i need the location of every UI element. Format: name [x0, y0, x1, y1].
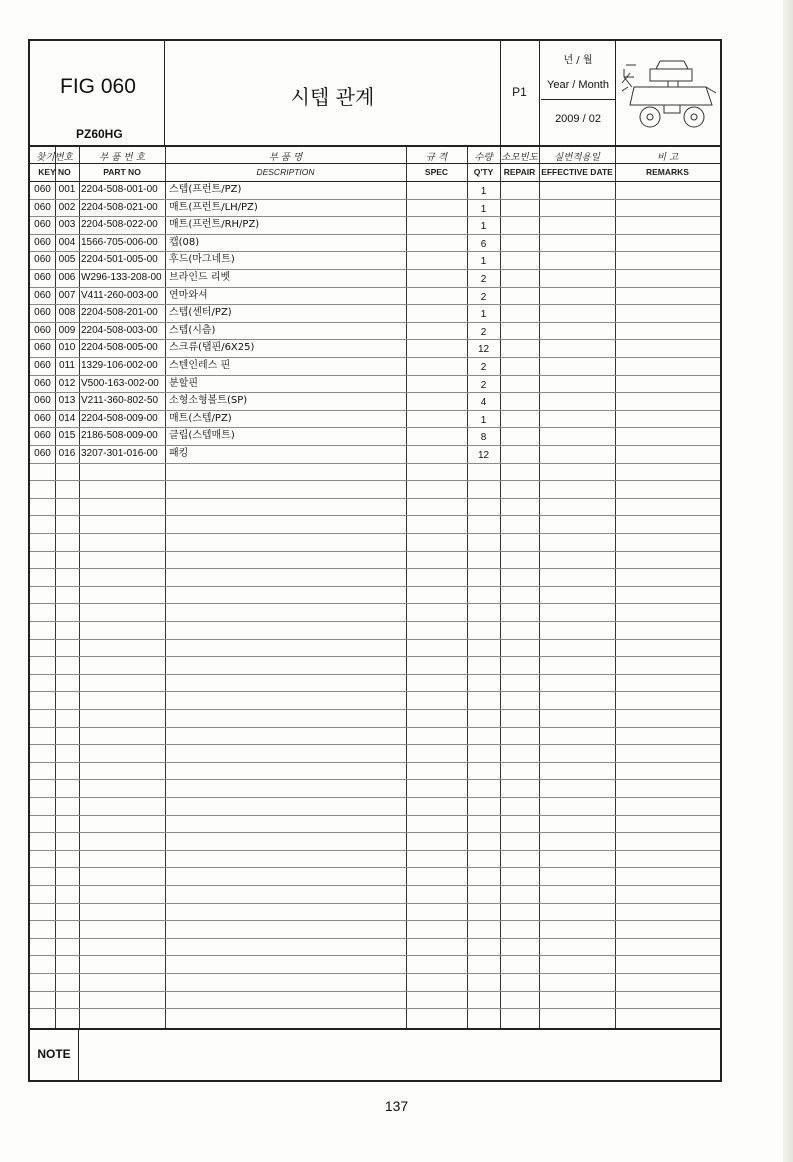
row-12-key: 012	[58, 377, 76, 389]
row-8-desc: 스텝(센터/PZ)	[169, 307, 232, 319]
note-label: NOTE	[30, 1030, 79, 1080]
col-effective-date-ko: 실번적용일	[554, 152, 600, 163]
fig-number: FIG 060	[60, 75, 136, 98]
row-13-part-no: V211-360-802-50	[81, 395, 159, 407]
row-7-part-no: V411-260-003-00	[81, 289, 159, 301]
row-9-fig: 060	[34, 324, 51, 336]
row-7-fig: 060	[34, 289, 51, 301]
page-edge	[783, 0, 793, 1162]
row-2-fig: 060	[34, 201, 51, 213]
row-9-desc: 스텝(시츰)	[169, 324, 216, 336]
row-10-qty: 12	[477, 344, 490, 356]
row-6-qty: 2	[480, 274, 487, 285]
row-6-fig: 060	[34, 272, 51, 283]
row-3-desc: 매트(프런트/RH/PZ)	[169, 219, 260, 231]
year-month-ko: 년 / 월	[563, 55, 593, 66]
row-7-desc: 연마와셔	[169, 289, 208, 301]
row-5-key: 005	[58, 254, 76, 266]
row-10-fig: 060	[34, 342, 51, 354]
row-8-key: 008	[58, 307, 76, 319]
row-4-qty: 6	[480, 238, 487, 250]
row-13-key: 013	[58, 395, 76, 407]
row-7-qty: 2	[480, 291, 487, 303]
row-10-desc: 스크류(탭핀/6X25)	[169, 342, 255, 354]
row-16-fig: 060	[34, 448, 51, 459]
year-month-en: Year / Month	[547, 79, 609, 91]
row-2-desc: 매트(프런트/LH/PZ)	[169, 201, 258, 213]
row-14-qty: 1	[480, 414, 487, 426]
row-2-qty: 1	[480, 203, 487, 215]
row-15-part-no: 2186-508-009-00	[81, 430, 158, 442]
col-part-no-en: PART NO	[103, 167, 141, 177]
row-9-key: 009	[58, 324, 76, 336]
col-description-en: DESCRIPTION	[256, 167, 315, 177]
row-1-desc: 스텝(프런트/PZ)	[169, 184, 242, 195]
row-15-key: 015	[58, 430, 76, 442]
row-5-part-no: 2204-501-005-00	[81, 254, 158, 266]
header-block	[28, 39, 722, 147]
row-1-part-no: 2204-508-001-00	[81, 184, 158, 195]
row-6-key: 006	[58, 272, 76, 283]
row-3-part-no: 2204-508-022-00	[81, 219, 158, 231]
row-15-qty: 8	[480, 432, 487, 444]
row-14-desc: 매트(스텝/PZ)	[169, 412, 232, 424]
row-5-desc: 후드(마그네트)	[169, 254, 235, 266]
col-part-no-ko: 부 품 번 호	[99, 152, 145, 163]
page-title: 시텝 관계	[290, 85, 375, 109]
row-4-part-no: 1566-705-006-00	[81, 236, 158, 248]
issue-date: 2009 / 02	[555, 113, 601, 125]
col-description-ko: 부 품 명	[268, 152, 303, 163]
col-remarks-en: REMARKS	[646, 167, 689, 177]
row-5-qty: 1	[480, 256, 487, 268]
row-15-desc: 클립(스텝매트)	[169, 430, 235, 442]
row-1-key: 001	[58, 184, 76, 195]
row-16-desc: 패킹	[169, 448, 189, 459]
note-box	[28, 1028, 722, 1082]
col-qty-ko: 수량	[474, 152, 493, 163]
col-repair-ko: 소모빈도	[501, 152, 538, 163]
row-12-qty: 2	[480, 379, 487, 391]
page-code: P1	[512, 85, 527, 99]
row-2-part-no: 2204-508-021-00	[81, 201, 158, 213]
row-5-fig: 060	[34, 254, 51, 266]
machine-illustration	[620, 47, 720, 143]
col-effective-date-en: EFFECTIVE DATE	[541, 167, 613, 177]
col-key-no-en: KEY NO	[38, 167, 71, 177]
row-16-qty: 12	[477, 450, 490, 461]
row-1-qty: 1	[480, 186, 487, 197]
row-14-fig: 060	[34, 412, 51, 424]
row-16-part-no: 3207-301-016-00	[81, 448, 158, 459]
col-remarks-ko: 비 고	[656, 152, 679, 163]
row-13-desc: 소형소형볼트(SP)	[169, 395, 248, 407]
col-key-no-ko: 찾기번호	[36, 152, 73, 163]
row-9-qty: 2	[480, 326, 487, 338]
row-4-fig: 060	[34, 236, 51, 248]
row-6-desc: 브라인드 리벳	[169, 272, 231, 283]
row-11-fig: 060	[34, 360, 51, 371]
row-11-key: 011	[59, 360, 75, 371]
row-14-part-no: 2204-508-009-00	[81, 412, 158, 424]
row-12-part-no: V500-163-002-00	[81, 377, 159, 389]
col-repair-en: REPAIR	[503, 167, 536, 177]
row-4-desc: 캡(08)	[169, 236, 200, 248]
col-spec-ko: 규 격	[425, 152, 448, 163]
row-16-key: 016	[58, 448, 76, 459]
row-9-part-no: 2204-508-003-00	[81, 324, 158, 336]
row-8-fig: 060	[34, 307, 51, 319]
row-13-fig: 060	[34, 395, 51, 407]
row-3-key: 003	[58, 219, 76, 231]
row-3-fig: 060	[34, 219, 51, 231]
row-10-part-no: 2204-508-005-00	[81, 342, 158, 354]
col-qty-en: Q'TY	[473, 167, 494, 177]
row-1-fig: 060	[34, 184, 51, 195]
row-2-key: 002	[58, 201, 76, 213]
row-3-qty: 1	[480, 221, 487, 233]
parts-table	[28, 147, 722, 1028]
row-14-key: 014	[58, 412, 76, 424]
row-13-qty: 4	[480, 397, 487, 409]
row-8-part-no: 2204-508-201-00	[81, 307, 158, 319]
row-7-key: 007	[58, 289, 76, 301]
row-11-part-no: 1329-106-002-00	[81, 360, 158, 371]
page-number: 137	[384, 1098, 409, 1114]
row-8-qty: 1	[480, 309, 487, 321]
row-11-desc: 스텐인레스 핀	[169, 360, 231, 371]
model-name: PZ60HG	[76, 127, 123, 141]
col-spec-en: SPEC	[424, 167, 449, 177]
row-12-desc: 분할핀	[169, 377, 198, 389]
row-15-fig: 060	[34, 430, 51, 442]
row-11-qty: 2	[480, 362, 487, 373]
row-10-key: 010	[58, 342, 76, 354]
row-4-key: 004	[58, 236, 76, 248]
row-6-part-no: W296-133-208-00	[81, 272, 162, 283]
row-12-fig: 060	[34, 377, 51, 389]
